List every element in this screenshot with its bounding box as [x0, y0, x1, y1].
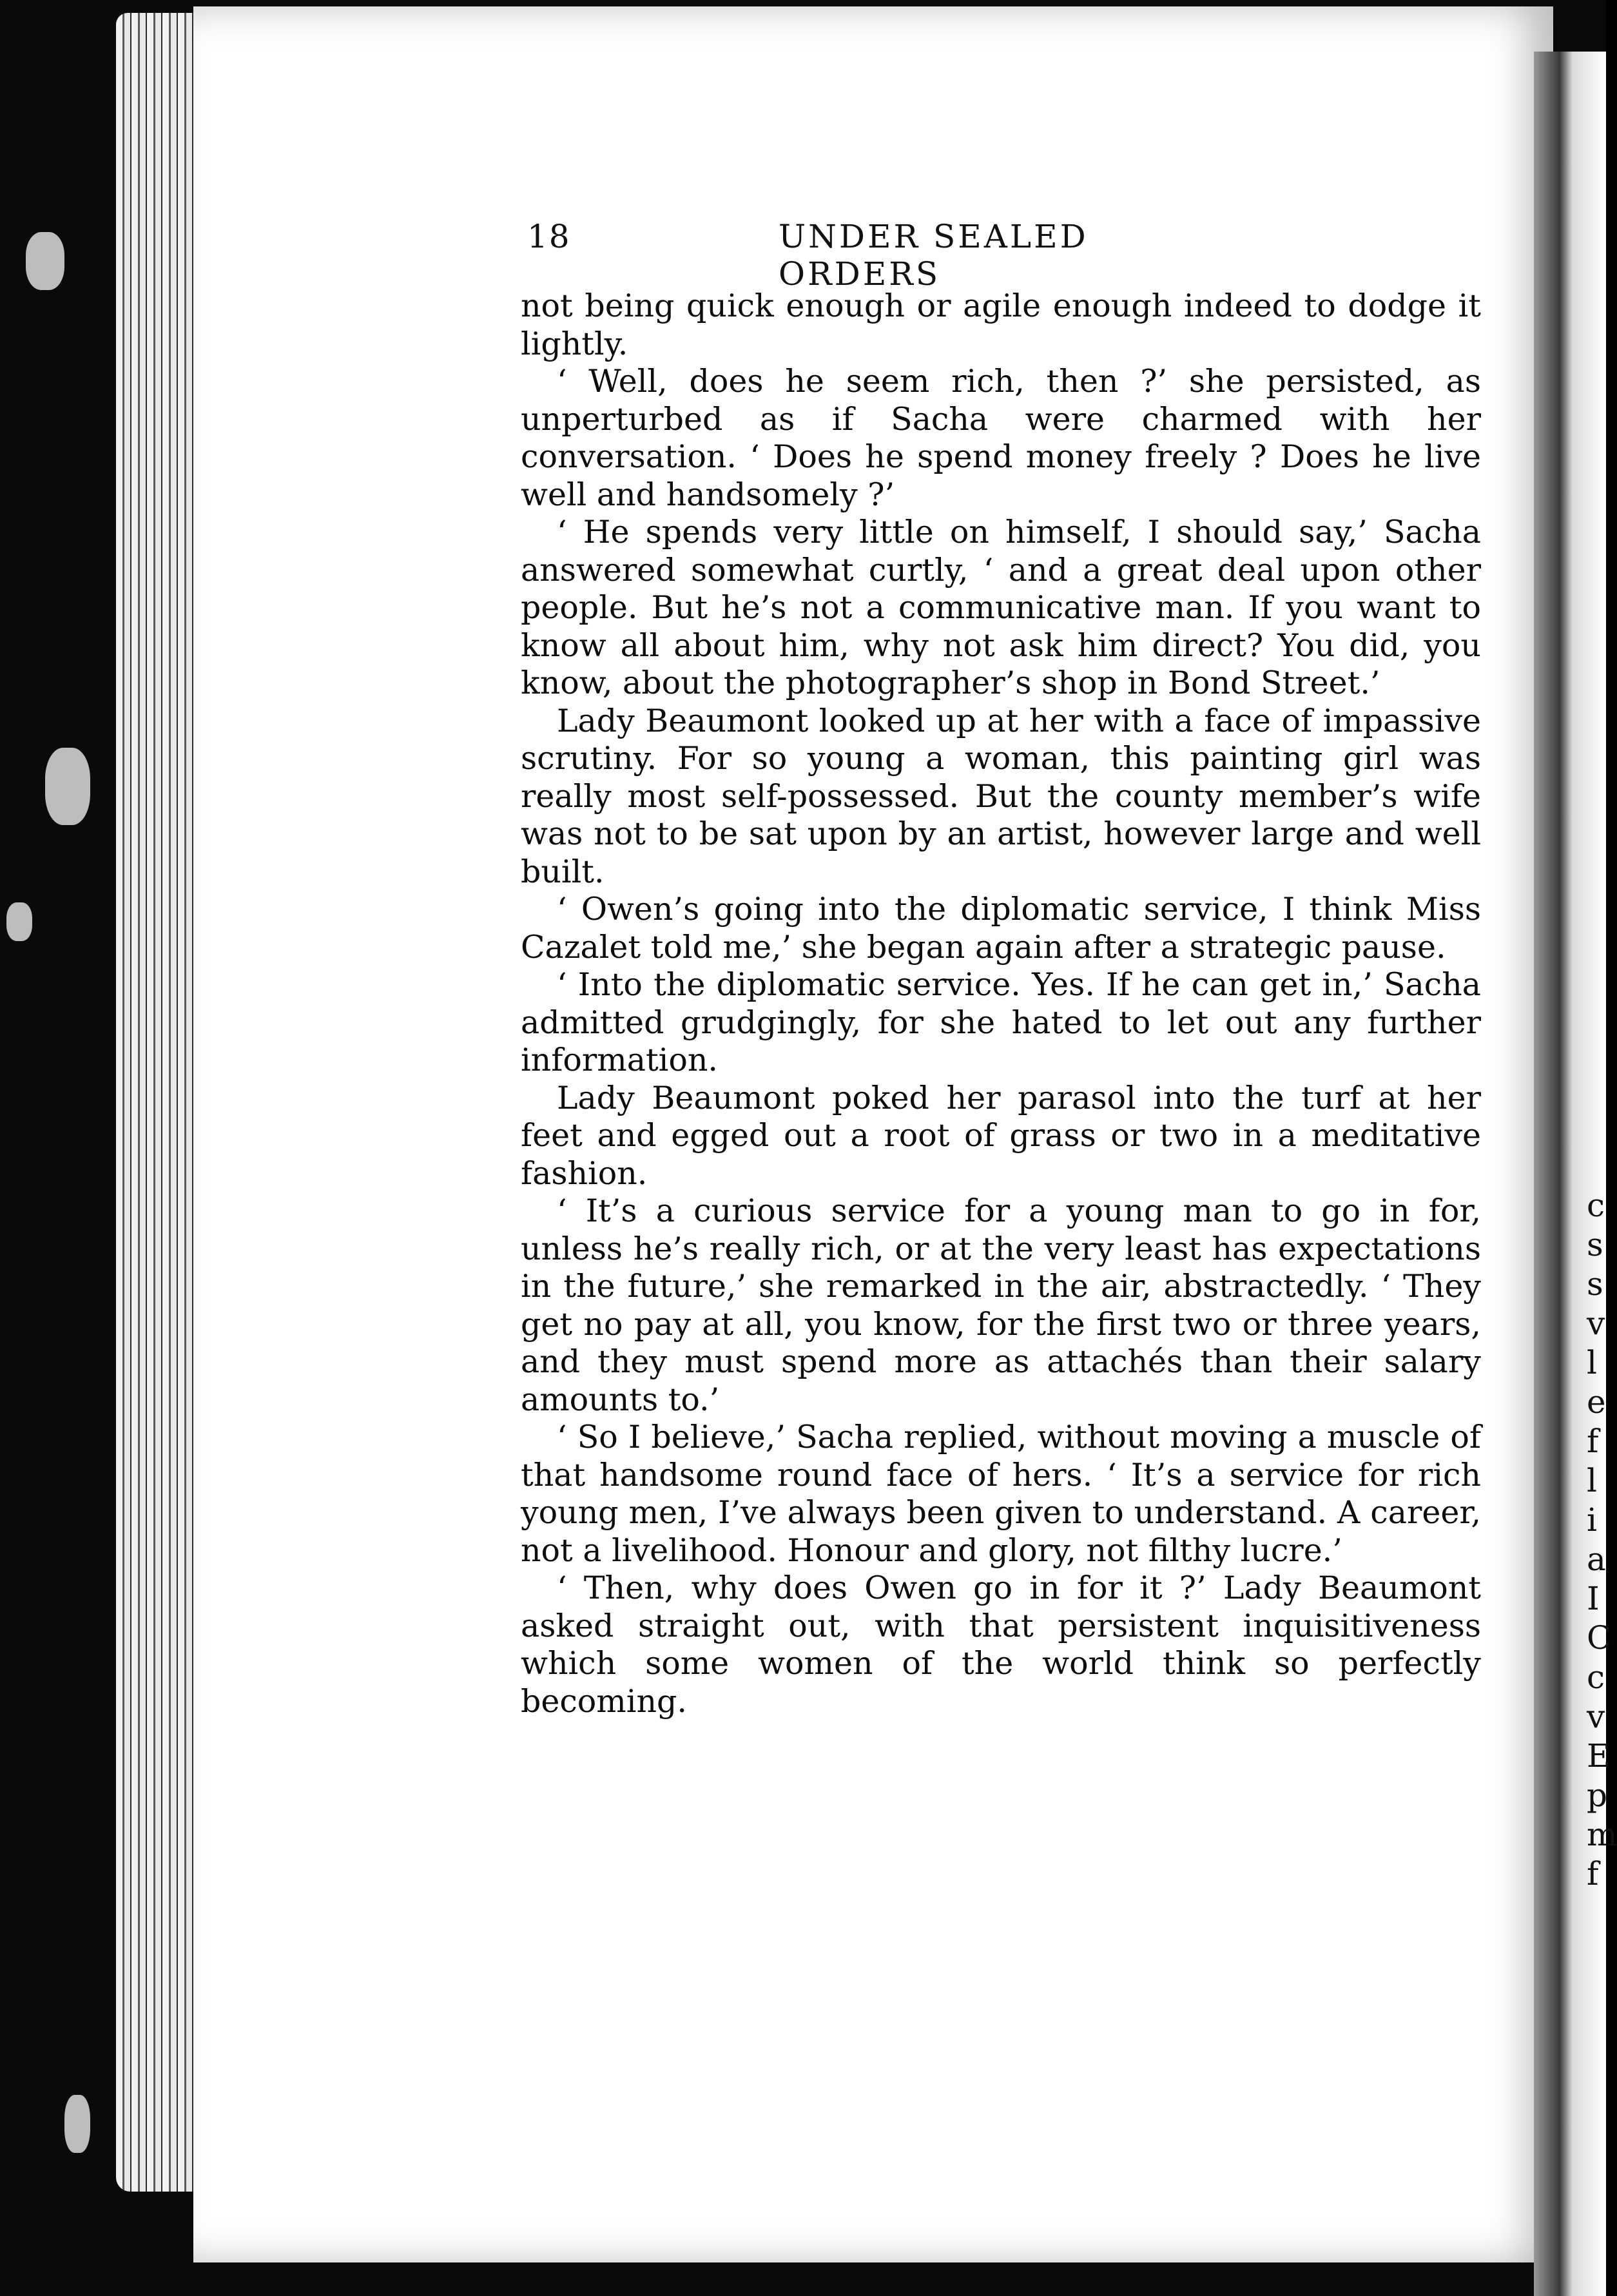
running-title: UNDER SEALED ORDERS [779, 218, 1089, 293]
edge-letter: p [1587, 1776, 1608, 1814]
paragraph: ‘ Then, why does Owen go in for it ?’ Lady Beaumont asked straight out, with that persistent inquisitiveness which some women of the world think so perfectly becoming. [521, 1570, 1481, 1720]
edge-letter: I [1587, 1580, 1600, 1617]
edge-letter: c [1587, 1659, 1605, 1696]
edge-letter: a [1587, 1541, 1606, 1578]
body-text [521, 287, 1481, 1720]
scan-speck [45, 748, 90, 825]
edge-letter: f [1587, 1423, 1599, 1460]
edge-letter: C [1587, 1619, 1612, 1657]
paragraph: ‘ Into the diplomatic service. Yes. If he can get in,’ Sacha admitted grudgingly, for she hated to let out any further information. [521, 966, 1481, 1078]
paragraph: ‘ Owen’s going into the diplomatic service, I think Miss Cazalet told me,’ she began again after a strategic pause. [521, 891, 1481, 966]
paragraph: Lady Beaumont poked her parasol into the turf at her feet and egged out a root of grass or two in a meditative fashion. [521, 1079, 1481, 1192]
scan-speck [6, 902, 32, 941]
page-number: 18 [527, 218, 571, 255]
paragraph: not being quick enough or agile enough indeed to dodge it lightly. [521, 287, 1481, 362]
edge-letter: v [1587, 1698, 1605, 1735]
edge-letter: l [1587, 1344, 1597, 1381]
paragraph: Lady Beaumont looked up at her with a face of impassive scrutiny. For so young a woman, this painting girl was really most self-possessed. But the county member’s wife was not to be sat upon by an artist, however large and well built. [521, 702, 1481, 890]
edge-letter: s [1587, 1265, 1603, 1303]
scan-speck [64, 2095, 90, 2153]
page-gutter [1534, 52, 1606, 2296]
edge-letter: v [1587, 1305, 1605, 1342]
edge-letter: s [1587, 1226, 1603, 1263]
edge-letter: i [1587, 1501, 1597, 1539]
paragraph: ‘ Well, does he seem rich, then ?’ she persisted, as unperturbed as if Sacha were charmed with her conversation. ‘ Does he spend money freely ? Does he live well and handsomely ?’ [521, 363, 1481, 513]
paragraph: ‘ He spends very little on himself, I should say,’ Sacha answered somewhat curtly, ‘ and a great deal upon other people. But he’s not a communicative man. If you want to know all about him, why not ask him direct? You did, you know, about the photographer’s shop in Bond Street.’ [521, 514, 1481, 701]
scan-speck [26, 232, 64, 290]
edge-letter: E [1587, 1737, 1611, 1775]
edge-letter: c [1587, 1187, 1605, 1224]
edge-letter: f [1587, 1855, 1599, 1892]
paragraph: ‘ So I believe,’ Sacha replied, without moving a muscle of that handsome round face of hers. ‘ It’s a service for rich young men, I’ve always been given to understand. A career, not a livelihood. Honour and glory, not filthy lucre.’ [521, 1419, 1481, 1569]
edge-letter: l [1587, 1462, 1597, 1499]
edge-letter: e [1587, 1383, 1606, 1421]
paragraph: ‘ It’s a curious service for a young man to go in for, unless he’s really rich, or at the very least has expectations in the future,’ she remarked in the air, abstractedly. ‘ They get no pay at all, you know, for the first two or three years, and they must spend more as attachés than their salary amounts to.’ [521, 1192, 1481, 1418]
next-page-edge-text [1587, 1186, 1617, 1894]
edge-letter: m [1587, 1816, 1617, 1853]
